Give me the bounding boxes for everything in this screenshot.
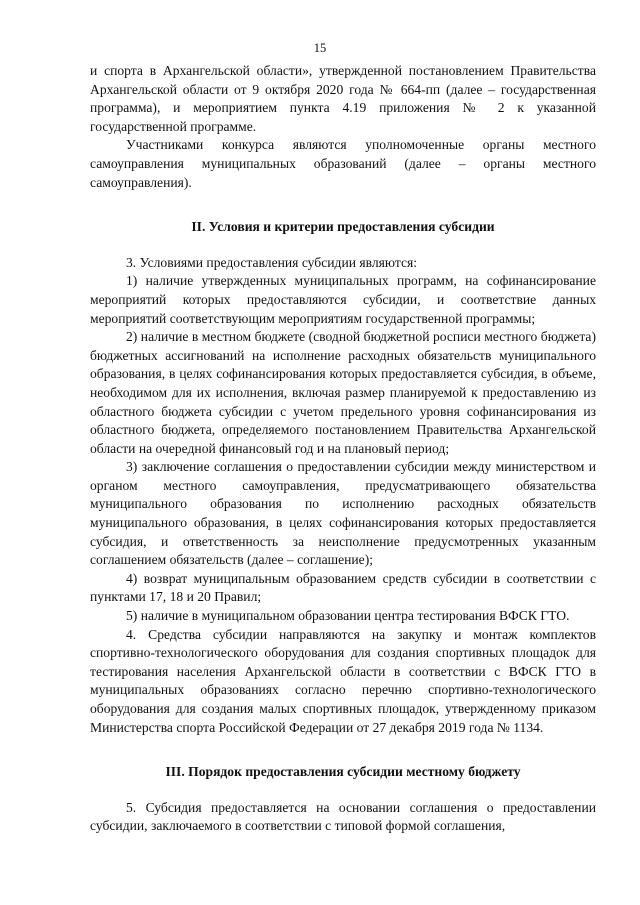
condition-item-5: 5) наличие в муниципальном образовании центра тестирования ВФСК ГТО. — [126, 608, 570, 624]
paragraph-5: 5. Субсидия предоставляется на основании соглашения о предоставлении субсидии, заключаемого в соответствии с типовой формой соглашения, — [90, 799, 596, 834]
section-heading-procedure: III. Порядок предоставления субсидии местному бюджету — [165, 764, 521, 780]
document-body — [90, 62, 596, 836]
condition-item-4: 4) возврат муниципальным образованием средств субсидии в соответствии с пунктами 17, 18 и 20 Правил; — [90, 570, 596, 605]
page-number: 15 — [313, 41, 327, 55]
paragraph-continuation: и спорта в Архангельской области», утвержденной постановлением Правительства Архангельской области от 9 октября 2020 года № 664-пп (далее – государственная программа), и мероприятием пункта 4.19 приложения № 2 к указанной государственной программе. — [90, 63, 596, 134]
paragraph-participants: Участниками конкурса являются уполномоченные органы местного самоуправления муниципальных образований (далее – органы местного самоуправления). — [90, 137, 596, 190]
condition-item-1: 1) наличие утвержденных муниципальных программ, на софинансирование мероприятий которых предоставляются субсидии, и соответствие данных мероприятий соответствующим мероприятиям государственной программы; — [90, 273, 596, 326]
paragraph-3-intro: 3. Условиями предоставления субсидии являются: — [126, 254, 418, 270]
paragraph-4: 4. Средства субсидии направляются на закупку и монтаж комплектов спортивно-технологического оборудования для создания спортивных площадок для тестирования населения Архангельской области в соответствии с ВФСК ГТО в муниципальных образованиях согласно перечню спортивно-технологического оборудования для создания малых спортивных площадок, утвержденному приказом Министерства спорта Российской Федерации от 27 декабря 2019 года № 1134. — [90, 626, 596, 735]
condition-item-3: 3) заключение соглашения о предоставлении субсидии между министерством и органом местного самоуправления, предусматривающего обязательства муниципального образования по исполнению расходных обязательств муниципального образования, в целях софинансирования которых предоставляется субсидия, и ответственность за неисполнение предусмотренных указанным соглашением обязательств (далее – соглашение); — [90, 459, 596, 568]
condition-item-2: 2) наличие в местном бюджете (сводной бюджетной росписи местного бюджета) бюджетных ассигнований на исполнение расходных обязательств муниципального образования, в целях софинансирования которых предоставляется субсидия, в объеме, необходимом для их исполнения, включая размер планируемой к предоставлению из областного бюджета субсидии с учетом предельного уровня софинансирования из областного бюджета, определяемого постановлением Правительства Архангельской области на очередной финансовый год и на плановый период; — [90, 329, 596, 456]
section-heading-conditions: II. Условия и критерии предоставления субсидии — [191, 219, 495, 235]
